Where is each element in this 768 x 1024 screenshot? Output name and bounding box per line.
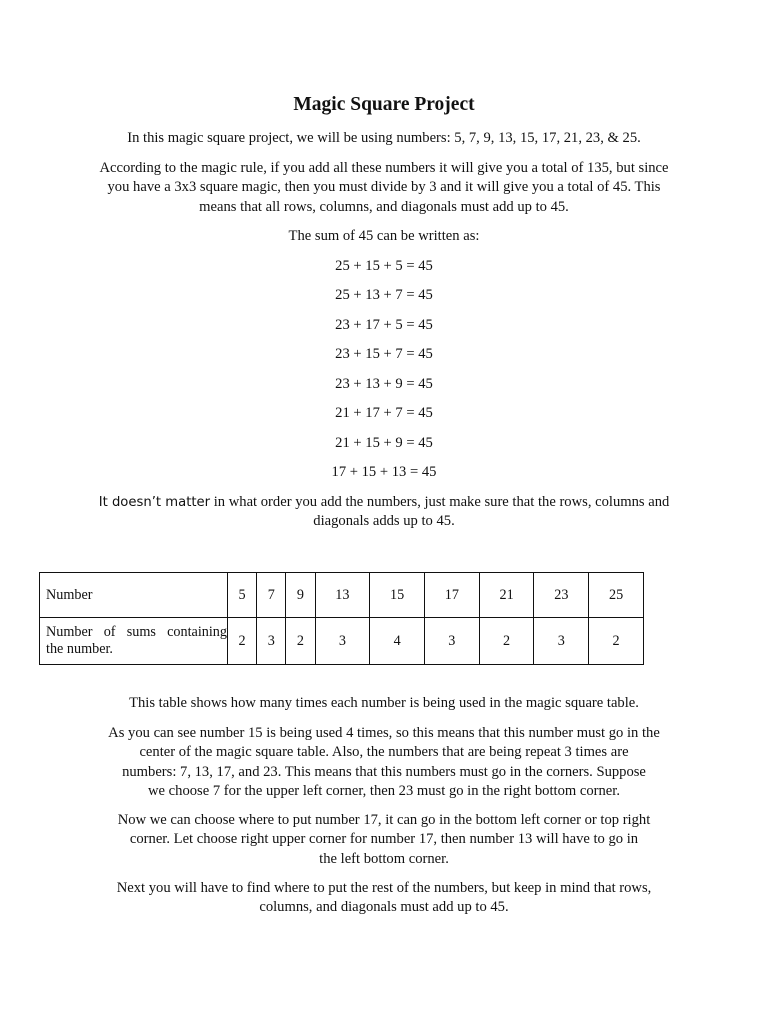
row-label-sum-count-line-2: the number. <box>46 641 113 657</box>
table-note: This table shows how many times each number is being used in the magic square table. <box>129 695 639 711</box>
magic-rule-line-1: According to the magic rule, if you add all these numbers it will give you a total of 135, but since <box>99 160 669 176</box>
center-line-4: we choose 7 for the upper left corner, then 23 must go in the right bottom corner. <box>148 782 620 799</box>
table-cell-count: 2 <box>479 618 534 665</box>
order-note-rest-text: in what order you add the numbers, just make sure that the rows, columns and <box>210 494 670 510</box>
center-line-3: numbers: 7, 13, 17, and 23. This means that this numbers must go in the corners. Suppose <box>122 763 646 780</box>
corner-paragraph <box>60 811 708 869</box>
table-cell-number: 25 <box>589 573 644 618</box>
table-cell-number: 13 <box>315 573 370 618</box>
table-row-counts <box>40 618 644 665</box>
order-note-sans-text: It doesn’t matter <box>98 495 211 510</box>
equation-2: 25 + 13 + 7 = 45 <box>335 287 433 303</box>
row-label-sum-count <box>40 618 228 665</box>
intro-paragraph: In this magic square project, we will be using numbers: 5, 7, 9, 13, 15, 17, 21, 23, & 25. <box>127 130 641 146</box>
magic-rule-paragraph <box>60 159 708 217</box>
equation-7: 21 + 15 + 9 = 45 <box>335 435 433 451</box>
magic-rule-line-2: you have a 3x3 square magic, then you must divide by 3 and it will give you a total of 45. This <box>107 179 661 196</box>
row-label-number: Number <box>40 573 228 618</box>
final-line-1: Next you will have to find where to put the rest of the numbers, but keep in mind that rows, <box>116 880 652 896</box>
equation-5: 23 + 13 + 9 = 45 <box>335 376 433 392</box>
row-label-sum-count-line-1: Number of sums containing <box>46 624 227 640</box>
number-count-table <box>39 572 644 665</box>
equation-4: 23 + 15 + 7 = 45 <box>335 346 433 362</box>
order-note-paragraph <box>60 493 708 532</box>
table-cell-number: 5 <box>228 573 257 618</box>
table-cell-count: 3 <box>534 618 589 665</box>
final-paragraph <box>60 879 708 918</box>
table-cell-number: 23 <box>534 573 589 618</box>
sum-intro: The sum of 45 can be written as: <box>288 228 480 244</box>
table-cell-number: 17 <box>424 573 479 618</box>
final-line-2: columns, and diagonals must add up to 45. <box>259 899 509 916</box>
table-cell-number: 21 <box>479 573 534 618</box>
table-cell-count: 2 <box>286 618 315 665</box>
center-paragraph <box>60 724 708 801</box>
corner-line-2: corner. Let choose right upper corner for number 17, then number 13 will have to go in <box>129 831 639 848</box>
center-line-2: center of the magic square table. Also, the numbers that are being repeat 3 times are <box>139 744 629 761</box>
table-cell-count: 4 <box>370 618 425 665</box>
table-cell-count: 3 <box>257 618 286 665</box>
corner-line-1: Now we can choose where to put number 17, it can go in the bottom left corner or top right <box>117 812 651 828</box>
table-cell-number: 15 <box>370 573 425 618</box>
table-cell-count: 2 <box>228 618 257 665</box>
equation-8: 17 + 15 + 13 = 45 <box>331 464 437 480</box>
order-note-line-1 <box>60 493 708 512</box>
table-cell-count: 3 <box>315 618 370 665</box>
equation-6: 21 + 17 + 7 = 45 <box>335 405 433 421</box>
table-row-numbers <box>40 573 644 618</box>
table-cell-number: 9 <box>286 573 315 618</box>
center-line-1: As you can see number 15 is being used 4 times, so this means that this number must go in the <box>108 725 660 741</box>
equation-3: 23 + 17 + 5 = 45 <box>335 317 433 333</box>
corner-line-3: the left bottom corner. <box>319 850 449 867</box>
table-cell-count: 2 <box>589 618 644 665</box>
table-cell-count: 3 <box>424 618 479 665</box>
magic-rule-line-3: means that all rows, columns, and diagonals must add up to 45. <box>199 198 569 215</box>
order-note-line-2: diagonals adds up to 45. <box>313 513 455 530</box>
table-cell-number: 7 <box>257 573 286 618</box>
page-title: Magic Square Project <box>293 94 475 115</box>
equation-1: 25 + 15 + 5 = 45 <box>335 258 433 274</box>
